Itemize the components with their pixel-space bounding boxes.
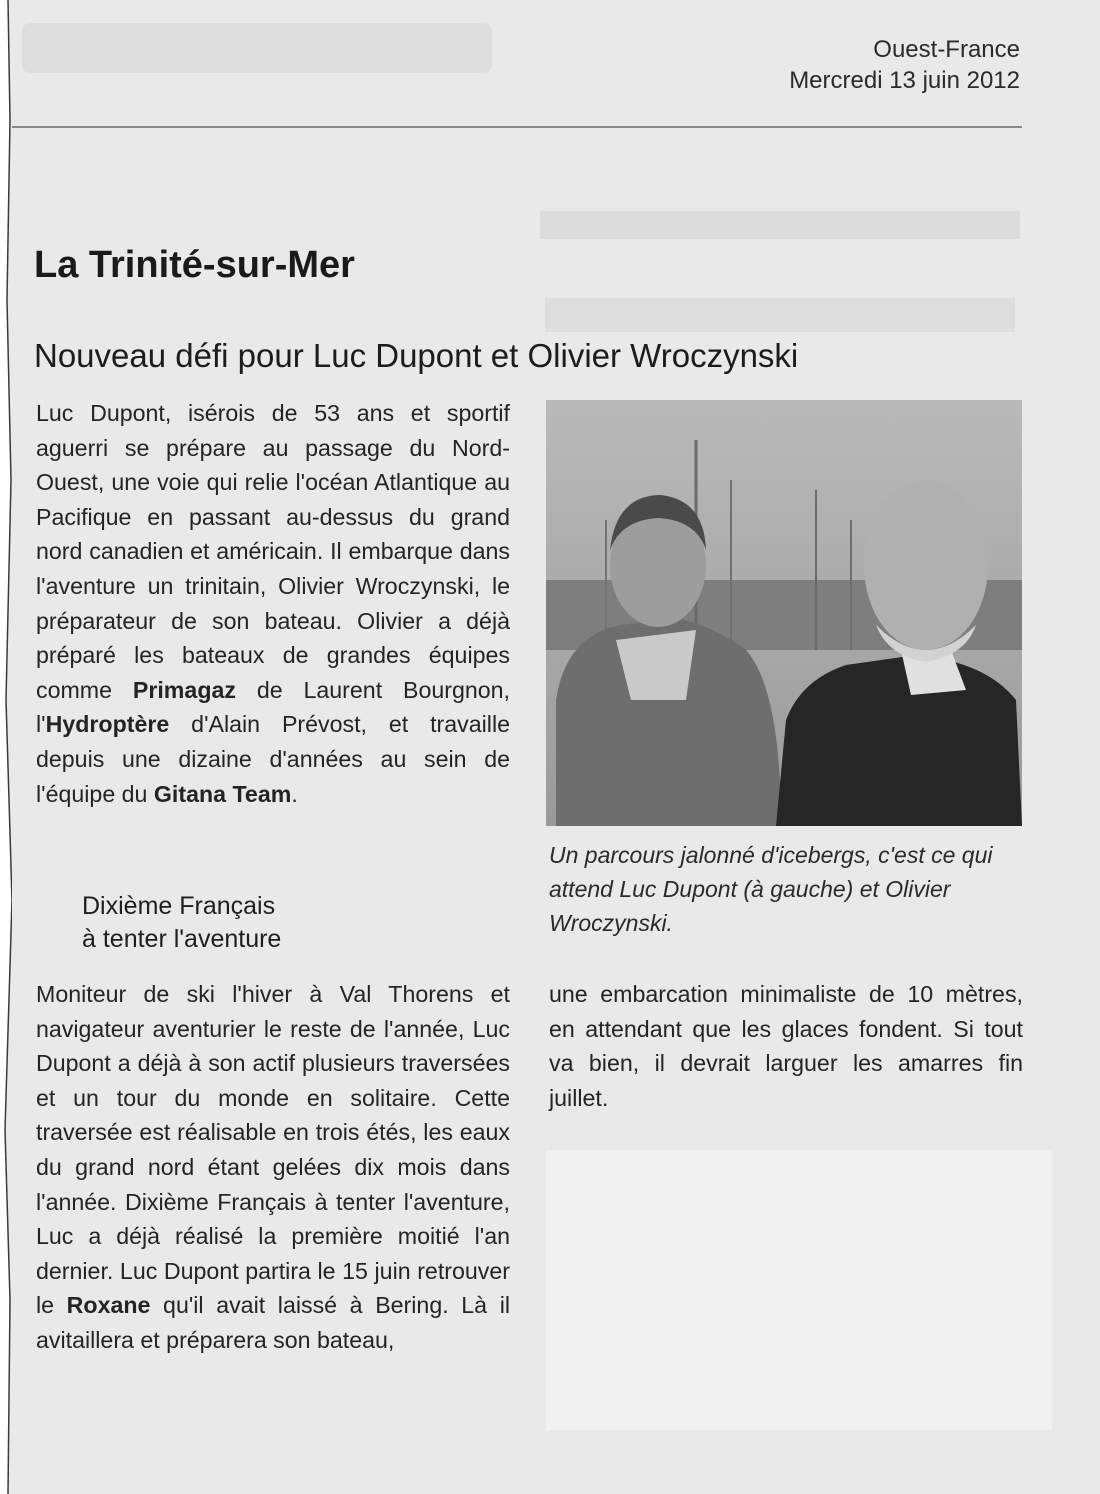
intro-paragraph xyxy=(36,396,510,811)
locality-title: La Trinité-sur-Mer xyxy=(34,244,355,286)
body-paragraph xyxy=(36,977,510,1358)
boat-name: Hydroptère xyxy=(45,711,170,738)
article-headline: Nouveau défi pour Luc Dupont et Olivier Wroczynski xyxy=(34,337,799,374)
boat-name: Primagaz xyxy=(132,676,236,703)
intro-text: . xyxy=(291,780,298,807)
boat-name: Roxane xyxy=(66,1292,151,1319)
body-text: Moniteur de ski l'hiver à Val Thorens et navigateur aventurier le reste de l'année, Luc Dupont a déjà à son actif plusieurs traversées et un tour du monde en solitaire. Cette traversée est réalisable en trois étés, les eaux du grand nord étant gelées dix mois dans l'année. Dixième Français à tenter l'aventure, Luc a déjà réalisé la première moitié l'an dernier. Luc Dupont partira le 15 juin retrouver le xyxy=(36,981,510,1319)
team-name: Gitana Team xyxy=(153,780,292,807)
article-photo xyxy=(546,400,1022,826)
body-text: qu'il avait laissé à Bering. Là il avitaillera et préparera son bateau, xyxy=(36,1292,510,1353)
photo-two-men-harbor xyxy=(546,400,1022,826)
bleed-through-text xyxy=(540,205,1020,254)
redacted-area xyxy=(546,1150,1052,1430)
torn-edge xyxy=(0,0,12,1494)
source-line xyxy=(789,34,1020,96)
publication-name: Ouest-France xyxy=(873,36,1020,63)
subheading-line: Dixième Français xyxy=(82,892,276,920)
body-paragraph-continued: une embarcation minimaliste de 10 mètres, en attendant que les glaces fondent. Si tout va bien, il devrait larguer les amarres fin juillet. xyxy=(549,981,1023,1111)
header-rule xyxy=(12,126,1022,128)
bleed-through-masthead xyxy=(22,15,492,100)
intro-text: Luc Dupont, isérois de 53 ans et sportif aguerri se prépare au passage du Nord-Ouest, une voie qui relie l'océan Atlantique au Pacifique en passant au-dessus du grand nord canadien et américain. Il embarque dans l'aventure un trinitain, Olivier Wroczynski, le préparateur de son bateau. Olivier a déjà préparé les bateaux de grandes équipes comme xyxy=(36,400,510,703)
publication-date: Mercredi 13 juin 2012 xyxy=(789,67,1020,94)
intro-text: d'Alain Prévost, et travaille depuis une dizaine d'années au sein de l'équipe du xyxy=(36,711,510,807)
intro-text: de Laurent Bourgnon, l' xyxy=(36,676,510,738)
photo-caption: Un parcours jalonné d'icebergs, c'est ce qui attend Luc Dupont (à gauche) et Olivier Wroczynski. xyxy=(549,842,993,936)
subheading-line: à tenter l'aventure xyxy=(82,925,282,953)
subheading xyxy=(82,890,482,956)
